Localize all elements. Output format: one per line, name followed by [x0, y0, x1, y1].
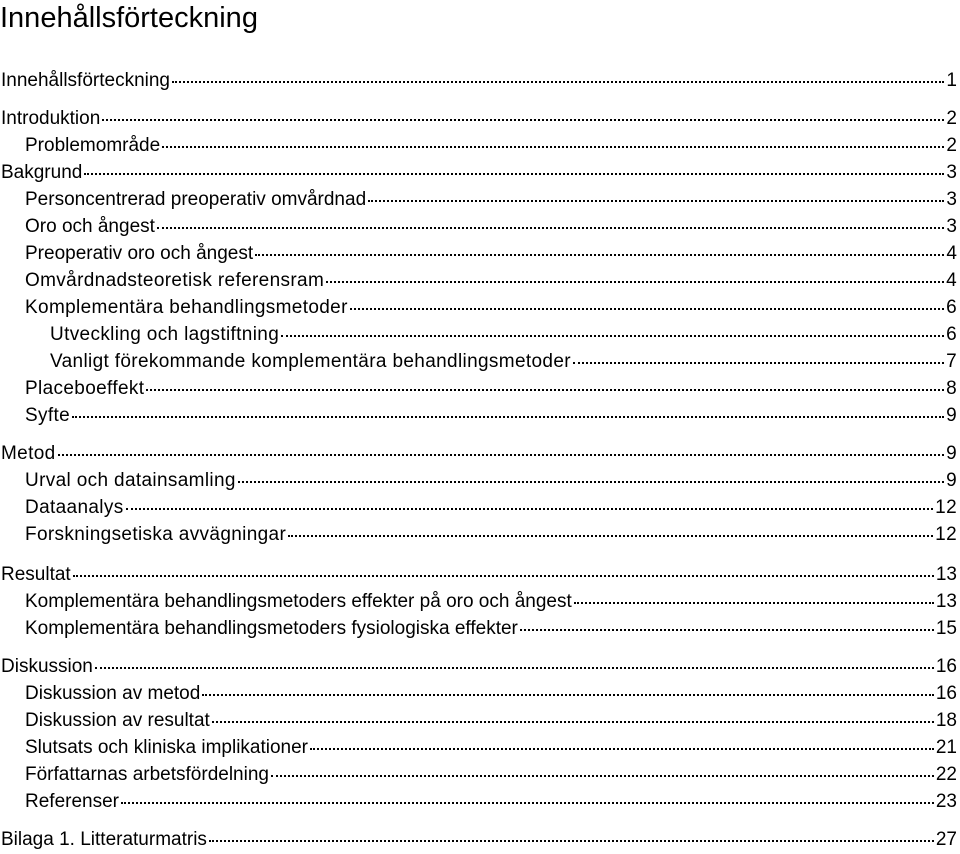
dot-leader: [255, 253, 944, 256]
toc-entry-referenser[interactable]: [0, 788, 960, 815]
dot-leader: [157, 226, 945, 229]
toc-page-number: 12: [935, 524, 957, 545]
toc-entry-omvardnadsteoretisk-referensram[interactable]: [0, 267, 960, 294]
dot-leader: [58, 453, 945, 456]
toc-entry-urval-och-datainsamling[interactable]: [0, 467, 960, 494]
toc-entry-bilaga-1-litteraturmatris[interactable]: [0, 826, 960, 853]
toc-entry-komplementara-behandlingsmetoders-effekter-pa-oro-och-angest[interactable]: [0, 588, 960, 615]
toc-entry-forskningsetiska-avvagningar[interactable]: [0, 521, 960, 548]
toc-entry-preoperativ-oro-och-angest[interactable]: [0, 240, 960, 267]
toc-page-number: 4: [946, 270, 957, 291]
toc-entry-dataanalys[interactable]: [0, 494, 960, 521]
toc-page-number: 6: [946, 297, 957, 318]
toc-entry-diskussion-av-resultat[interactable]: [0, 707, 960, 734]
toc-page-number: 9: [946, 405, 957, 426]
toc-entry-label: Diskussion av resultat: [25, 710, 210, 731]
toc-page-number: 16: [935, 683, 957, 704]
toc-entry-label: Oro och ångest: [25, 216, 155, 237]
toc-page-number: 21: [935, 737, 957, 758]
dot-leader: [350, 307, 944, 310]
dot-leader: [202, 693, 934, 696]
toc-entry-label: Preoperativ oro och ångest: [25, 243, 254, 264]
toc-page-number: 9: [946, 443, 957, 464]
toc-entry-komplementara-behandlingsmetoder[interactable]: [0, 294, 960, 321]
toc-entry-diskussion[interactable]: [0, 653, 960, 680]
toc-page-number: 15: [935, 618, 957, 639]
toc-entry-forfattarnas-arbetsfordelning[interactable]: [0, 761, 960, 788]
dot-leader: [326, 280, 944, 283]
toc-entry-label: Urval och datainsamling: [25, 470, 236, 491]
toc-entry-label: Komplementära behandlingsmetoder: [25, 297, 348, 318]
toc-entry-label: Diskussion av metod: [25, 683, 201, 704]
dot-leader: [84, 172, 944, 175]
toc-entry-label: Dataanalys: [25, 497, 124, 518]
toc-entry-diskussion-av-metod[interactable]: [0, 680, 960, 707]
dot-leader: [172, 80, 944, 83]
toc-page-number: 16: [935, 656, 957, 677]
toc-entry-innehallsforteckning[interactable]: [0, 67, 960, 94]
toc-entry-label: Slutsats och kliniska implikationer: [25, 737, 309, 758]
toc-entry-label: Problemområde: [25, 135, 161, 156]
toc-entry-label: Författarnas arbetsfördelning: [25, 764, 269, 785]
dot-leader: [72, 415, 944, 418]
toc-entry-label: Utveckling och lagstiftning: [50, 324, 280, 345]
toc-page-number: 23: [935, 791, 957, 812]
toc-entry-label: Placeboeffekt: [25, 378, 145, 399]
toc-entry-utveckling-och-lagstiftning[interactable]: [0, 321, 960, 348]
toc-entry-label: Introduktion: [1, 108, 101, 129]
toc-entry-slutsats-och-kliniska-implikationer[interactable]: [0, 734, 960, 761]
toc-page-number: 3: [946, 162, 957, 183]
toc-page-number: 8: [946, 378, 957, 399]
toc-entry-label: Diskussion: [1, 656, 93, 677]
toc-page-number: 13: [935, 564, 957, 585]
toc-entry-problemomrade[interactable]: [0, 132, 960, 159]
toc-entry-label: Resultat: [1, 564, 71, 585]
toc-entry-label: Komplementära behandlingsmetoders effekter på oro och ångest: [25, 591, 572, 612]
toc-entry-resultat[interactable]: [0, 561, 960, 588]
toc-entry-oro-och-angest[interactable]: [0, 213, 960, 240]
toc-page-number: 18: [935, 710, 957, 731]
dot-leader: [271, 774, 934, 777]
dot-leader: [573, 361, 944, 364]
dot-leader: [73, 574, 934, 577]
dot-leader: [288, 534, 933, 537]
toc-page-number: 2: [946, 108, 957, 129]
toc-page-number: 3: [946, 216, 957, 237]
toc-entry-label: Innehållsförteckning: [1, 70, 170, 91]
toc-entry-label: Syfte: [25, 405, 71, 426]
toc-page-number: 3: [946, 189, 957, 210]
toc-page-number: 9: [946, 470, 957, 491]
dot-leader: [95, 666, 934, 669]
toc-page-number: 4: [946, 243, 957, 264]
toc-entry-label: Personcentrerad preoperativ omvårdnad: [25, 189, 367, 210]
dot-leader: [126, 507, 934, 510]
dot-leader: [310, 747, 934, 750]
toc-entry-label: Vanligt förekommande komplementära behandlingsmetoder: [50, 351, 571, 372]
toc-entry-placeboeffekt[interactable]: [0, 375, 960, 402]
toc-page-number: 1: [946, 70, 957, 91]
toc-page-number: 27: [935, 829, 957, 850]
toc-page-number: 22: [935, 764, 957, 785]
dot-leader: [212, 720, 934, 723]
toc-entry-label: Bilaga 1. Litteraturmatris: [1, 829, 207, 850]
toc-entry-syfte[interactable]: [0, 402, 960, 429]
toc-page-number: 12: [935, 497, 957, 518]
toc-page-number: 6: [946, 324, 957, 345]
toc-entry-label: Forskningsetiska avvägningar: [25, 524, 287, 545]
dot-leader: [281, 334, 944, 337]
dot-leader: [368, 199, 944, 202]
dot-leader: [102, 118, 944, 121]
toc-entry-vanligt-forekommande-komplementara-behandlingsmetoder[interactable]: [0, 348, 960, 375]
toc-entry-bakgrund[interactable]: [0, 159, 960, 186]
toc-entry-label: Komplementära behandlingsmetoders fysiologiska effekter: [25, 618, 518, 639]
toc-page-number: 7: [946, 351, 957, 372]
dot-leader: [121, 801, 934, 804]
dot-leader: [162, 145, 944, 148]
toc-entry-komplementara-behandlingsmetoders-fysiologiska-effekter[interactable]: [0, 615, 960, 642]
toc-entry-label: Bakgrund: [1, 162, 83, 183]
toc-page-number: 13: [935, 591, 957, 612]
toc-entry-metod[interactable]: [0, 440, 960, 467]
toc-entry-personcentrerad-preoperativ-omvardnad[interactable]: [0, 186, 960, 213]
dot-leader: [146, 388, 944, 391]
dot-leader: [574, 601, 934, 604]
dot-leader: [209, 839, 934, 842]
toc-entry-label: Omvårdnadsteoretisk referensram: [25, 270, 325, 291]
toc-page-number: 2: [946, 135, 957, 156]
dot-leader: [520, 628, 934, 631]
toc-entry-label: Referenser: [25, 791, 119, 812]
toc-entry-label: Metod: [1, 443, 56, 464]
page-title: Innehållsförteckning: [0, 2, 258, 34]
toc-entry-introduktion[interactable]: [0, 105, 960, 132]
dot-leader: [238, 480, 944, 483]
